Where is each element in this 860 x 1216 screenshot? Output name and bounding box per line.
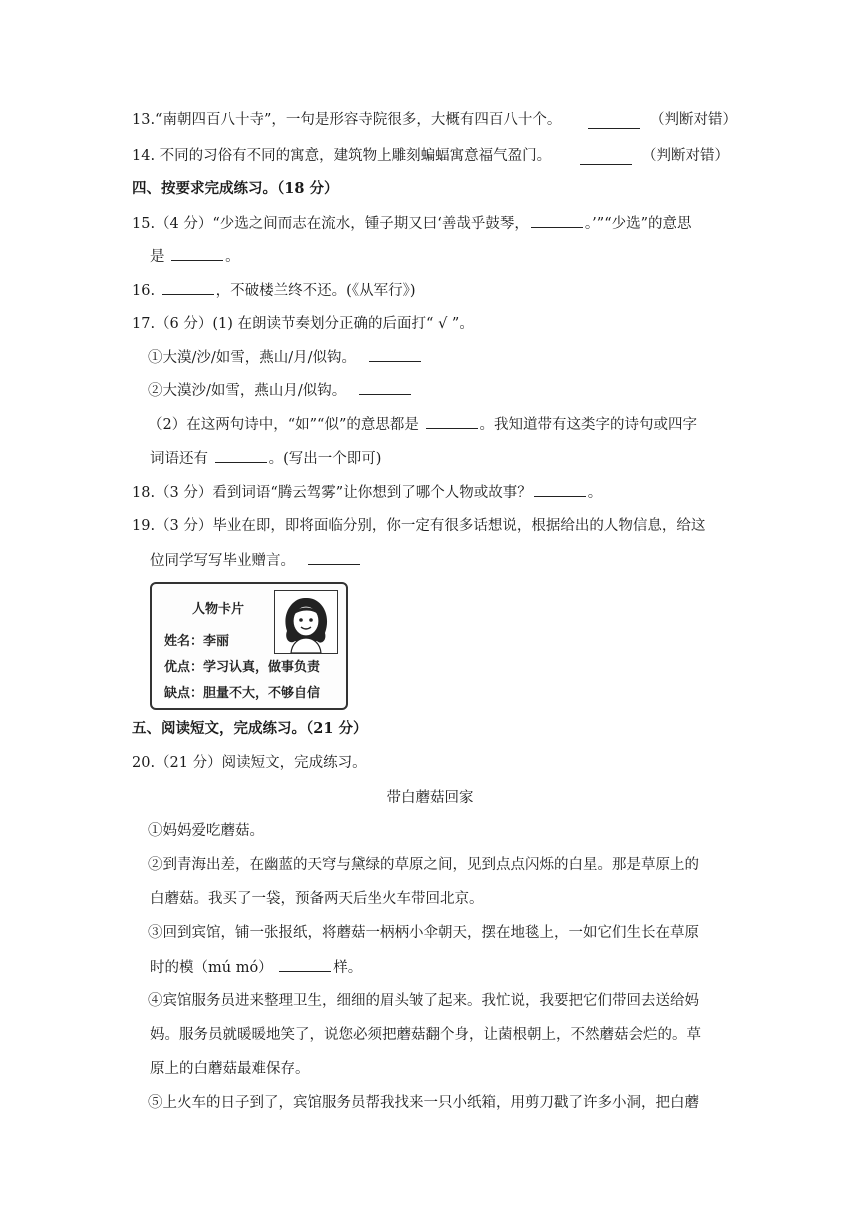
question-15-line-1: [132, 213, 692, 234]
question-17-text-c: 词语还有: [150, 451, 208, 467]
question-19-line-1: 19.（3 分）毕业在即，即将面临分别，你一定有很多话想说，根据给出的人物信息，给这: [132, 518, 706, 534]
section-5-heading: 五、阅读短文，完成练习。（21 分）: [132, 720, 368, 737]
answer-blank-15a[interactable]: [531, 213, 583, 228]
answer-blank-17-opt2[interactable]: [359, 380, 411, 395]
card-merit: 优点：学习认真，做事负责: [164, 660, 321, 675]
passage-paragraph-3-line-1: ③回到宾馆，铺一张报纸，将蘑菇一柄柄小伞朝天，摆在地毯上，一如它们生长在草原: [148, 925, 699, 941]
answer-blank-20-pinyin[interactable]: [279, 957, 331, 972]
girl-portrait-icon: [274, 590, 338, 654]
question-16-text: ，不破楼兰终不还。(《从军行》): [215, 283, 416, 299]
question-15-text-b: 。’”“少选”的意思: [584, 216, 692, 232]
question-14: [132, 146, 551, 166]
question-17-text-b: 。我知道带有这类字的诗句或四字: [479, 417, 697, 433]
judge-tag-14: （判断对错）: [642, 148, 729, 164]
question-13: [132, 110, 561, 130]
answer-blank-17-opt1[interactable]: [369, 347, 421, 362]
question-15-text-d: 。: [225, 249, 240, 265]
question-16: [132, 280, 416, 301]
answer-blank-15b[interactable]: [171, 246, 223, 261]
answer-blank-18[interactable]: [534, 482, 586, 497]
question-15-text-c: 是: [150, 249, 165, 265]
answer-blank-17-meaning[interactable]: [426, 414, 478, 429]
question-17-option-1: [148, 347, 423, 368]
question-18-text: 18.（3 分）看到词语“腾云驾雾”让你想到了哪个人物或故事？: [132, 485, 532, 501]
passage-paragraph-3-line-2: [150, 957, 362, 978]
answer-blank-16[interactable]: [162, 280, 214, 295]
passage-paragraph-4-line-3: 原上的白蘑菇最难保存。: [150, 1061, 310, 1077]
question-18-end: 。: [587, 485, 603, 501]
passage-paragraph-2-line-1: ②到青海出差，在幽蓝的天穹与黛绿的草原之间，见到点点闪烁的白星。那是草原上的: [148, 857, 699, 873]
option-1-text: ①大漠/沙/如雪，燕山/月/似钩。: [148, 350, 357, 366]
passage-title: 带白蘑菇回家: [386, 790, 474, 806]
question-14-text: 14. 不同的习俗有不同的寓意，建筑物上雕刻蝙蝠寓意福气盈门。: [132, 148, 552, 164]
card-name: 姓名：李丽: [164, 634, 230, 649]
card-title: 人物卡片: [192, 602, 245, 617]
question-17-line-1: 17.（6 分）(1) 在朗读节奏划分正确的后面打“ √ ”。: [132, 316, 474, 332]
answer-blank-19[interactable]: [308, 550, 360, 565]
character-card: [150, 582, 348, 710]
question-17-line-5: [150, 448, 381, 469]
section-4-heading: 四、按要求完成练习。（18 分）: [132, 180, 339, 197]
card-fault: 缺点：胆量不大，不够自信: [164, 686, 321, 701]
question-17-text-a: （2）在这两句诗中，“如”“似”的意思都是: [148, 417, 419, 433]
question-18: [132, 482, 602, 503]
question-17-line-4: [148, 414, 697, 435]
passage-text-end: 样。: [333, 960, 363, 976]
question-17-text-d: 。(写出一个即可): [268, 451, 382, 467]
answer-blank-13[interactable]: [588, 114, 640, 129]
passage-paragraph-5-line-1: ⑤上火车的日子到了，宾馆服务员帮我找来一只小纸箱，用剪刀戳了许多小洞，把白蘑: [148, 1095, 699, 1111]
passage-paragraph-1: ①妈妈爱吃蘑菇。: [148, 823, 264, 839]
question-17-option-2: [148, 380, 413, 401]
question-19-text: 位同学写写毕业赠言。: [150, 553, 295, 569]
question-19-line-2: [150, 550, 362, 571]
judge-tag-13: （判断对错）: [650, 112, 737, 128]
answer-blank-17-example[interactable]: [215, 448, 267, 463]
question-13-text: 13.“南朝四百八十寺”，一句是形容寺院很多，大概有四百八十个。: [132, 112, 562, 128]
question-16-number: 16.: [132, 283, 156, 299]
answer-blank-14[interactable]: [580, 150, 632, 165]
question-15-text-a: 15.（4 分）“少选之间而志在流水，锺子期又曰‘善哉乎鼓琴，: [132, 216, 529, 232]
question-15-line-2: [150, 246, 240, 267]
pinyin-text: 时的模（mú mó）: [150, 960, 273, 976]
question-20: 20.（21 分）阅读短文，完成练习。: [132, 755, 367, 771]
passage-paragraph-2-line-2: 白蘑菇。我买了一袋，预备两天后坐火车带回北京。: [150, 891, 484, 907]
passage-paragraph-4-line-2: 妈。服务员就暖暖地笑了，说您必须把蘑菇翻个身，让菌根朝上，不然蘑菇会烂的。草: [150, 1027, 701, 1043]
passage-paragraph-4-line-1: ④宾馆服务员进来整理卫生，细细的眉头皱了起来。我忙说，我要把它们带回去送给妈: [148, 993, 699, 1009]
option-2-text: ②大漠沙/如雪，燕山月/似钩。: [148, 383, 347, 399]
